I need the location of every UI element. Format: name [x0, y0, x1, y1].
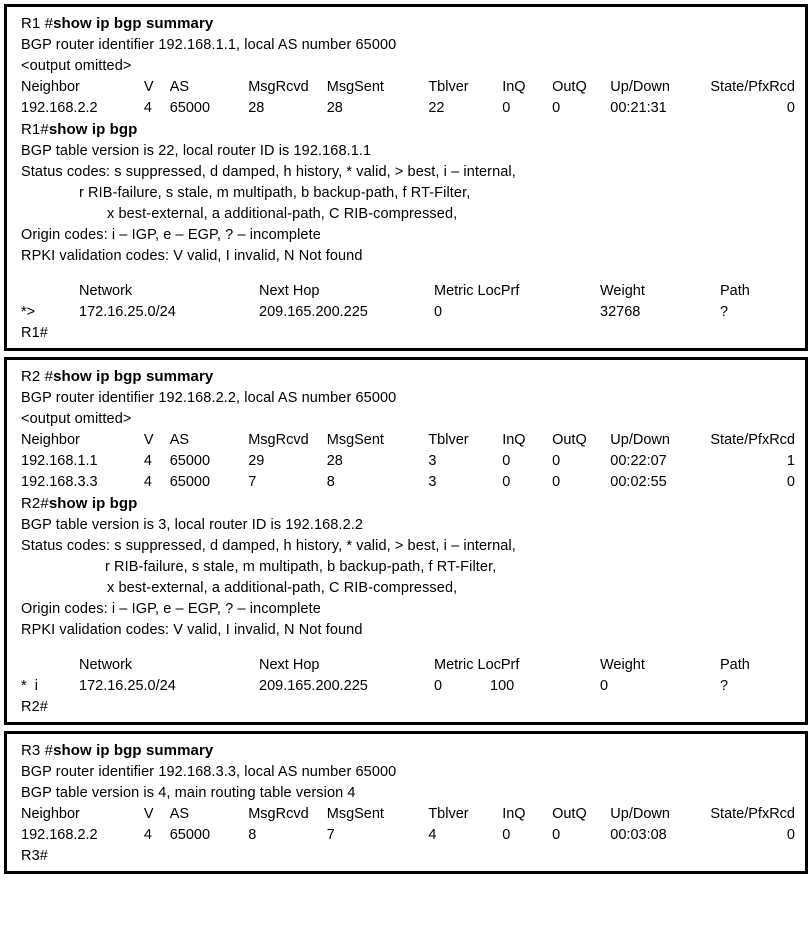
status-codes-cont2-r1: x best-external, a additional-path, C RIB-compressed,	[107, 206, 458, 222]
rpki-codes-r1: RPKI validation codes: V valid, I invalid, N Not found	[21, 248, 363, 264]
prompt-r2: R2 #	[21, 368, 54, 385]
cell-inq: 0	[502, 100, 511, 116]
summary-header-v: V	[143, 79, 154, 95]
cell-neighbor: 192.168.3.3	[21, 474, 98, 490]
spacer	[21, 641, 795, 655]
cell-locprf: 100	[490, 678, 515, 694]
prompt2-r2: R2#	[21, 495, 49, 512]
table-version-r1: BGP table version is 22, local router ID is 192.168.1.1	[21, 143, 372, 159]
bgp-header-path: Path	[720, 283, 750, 299]
cell-outq: 0	[552, 474, 561, 490]
summary-header-msgrcvd: MsgRcvd	[248, 432, 309, 448]
cell-network: 172.16.25.0/24	[79, 304, 176, 320]
prompt-r3: R3 #	[21, 742, 54, 759]
prompt2-r1: R1#	[21, 121, 49, 138]
bgp-header-flag	[21, 655, 79, 676]
summary-header-row-r1	[21, 77, 795, 98]
cell-metric: 0	[434, 304, 443, 320]
cell-msgrcvd: 8	[248, 827, 257, 843]
bgp-table-header-row-r2	[21, 655, 795, 676]
rpki-codes-r2: RPKI validation codes: V valid, I invalid, N Not found	[21, 622, 363, 638]
summary-header-updown: Up/Down	[610, 432, 670, 448]
router-identifier-r2: BGP router identifier 192.168.2.2, local AS number 65000	[21, 390, 397, 406]
cell-updown: 00:03:08	[610, 827, 667, 843]
summary-header-state: State/PfxRcd	[710, 432, 795, 448]
summary-header-row-r3	[21, 804, 795, 825]
cell-weight: 32768	[600, 304, 641, 320]
prompt-line-r3	[21, 740, 795, 762]
command-r3: show ip bgp summary	[53, 742, 214, 759]
cell-nexthop: 209.165.200.225	[259, 678, 368, 694]
command-r2: show ip bgp summary	[53, 368, 214, 385]
summary-header-updown: Up/Down	[610, 79, 670, 95]
spacer	[21, 267, 795, 281]
summary-header-tblver: Tblver	[428, 432, 469, 448]
cell-state: 0	[786, 474, 795, 490]
bgp-header-weight: Weight	[600, 283, 645, 299]
cell-tblver: 22	[428, 100, 445, 116]
table-row	[21, 98, 795, 119]
bgp-table-header-row-r1	[21, 281, 795, 302]
summary-header-inq: InQ	[502, 806, 526, 822]
summary-header-msgsent: MsgSent	[326, 432, 384, 448]
cell-msgrcvd: 7	[248, 474, 257, 490]
summary-header-inq: InQ	[502, 432, 526, 448]
table-version-r3: BGP table version is 4, main routing table version 4	[21, 785, 356, 801]
bgp-header-metric-locprf: Metric LocPrf	[434, 283, 520, 299]
cell-outq: 0	[552, 453, 561, 469]
cell-v: 4	[143, 474, 152, 490]
cell-locprf	[490, 302, 600, 323]
summary-header-state: State/PfxRcd	[710, 806, 795, 822]
cell-msgrcvd: 29	[248, 453, 265, 469]
command-r1: show ip bgp summary	[53, 15, 214, 32]
prompt-r1: R1 #	[21, 15, 54, 32]
cell-path: ?	[720, 678, 729, 694]
status-codes-cont1-r2: r RIB-failure, s stale, m multipath, b backup-path, f RT-Filter,	[105, 559, 497, 575]
bgp-header-metric-locprf: Metric LocPrf	[434, 657, 520, 673]
cell-tblver: 4	[428, 827, 437, 843]
summary-header-neighbor: Neighbor	[21, 806, 80, 822]
cell-network: 172.16.25.0/24	[79, 678, 176, 694]
status-codes-r1: Status codes: s suppressed, d damped, h history, * valid, > best, i – internal,	[21, 164, 516, 180]
cell-outq: 0	[552, 100, 561, 116]
summary-header-v: V	[143, 432, 154, 448]
prompt-line-2-r1	[21, 119, 795, 141]
origin-codes-r2: Origin codes: i – IGP, e – EGP, ? – incomplete	[21, 601, 321, 617]
cell-state: 0	[786, 827, 795, 843]
prompt-line-r2	[21, 366, 795, 388]
cell-path: ?	[720, 304, 729, 320]
end-prompt-r3: R3#	[21, 848, 48, 864]
router-output-panel-r3	[4, 731, 808, 874]
summary-header-msgrcvd: MsgRcvd	[248, 79, 309, 95]
table-row	[21, 472, 795, 493]
cell-msgsent: 28	[326, 453, 343, 469]
prompt-line-r1	[21, 13, 795, 35]
cell-msgrcvd: 28	[248, 100, 265, 116]
cell-neighbor: 192.168.1.1	[21, 453, 98, 469]
status-codes-r2: Status codes: s suppressed, d damped, h history, * valid, > best, i – internal,	[21, 538, 516, 554]
summary-header-outq: OutQ	[552, 432, 587, 448]
table-row	[21, 825, 795, 846]
summary-header-state: State/PfxRcd	[710, 79, 795, 95]
router-identifier-r1: BGP router identifier 192.168.1.1, local AS number 65000	[21, 37, 397, 53]
cell-as: 65000	[169, 100, 211, 116]
cell-neighbor: 192.168.2.2	[21, 100, 98, 116]
cell-msgsent: 7	[326, 827, 335, 843]
cell-nexthop: 209.165.200.225	[259, 304, 368, 320]
cell-as: 65000	[169, 474, 211, 490]
cell-outq: 0	[552, 827, 561, 843]
cell-as: 65000	[169, 827, 211, 843]
status-codes-cont2-r2: x best-external, a additional-path, C RIB-compressed,	[107, 580, 458, 596]
cell-inq: 0	[502, 827, 511, 843]
cell-flag: * i	[21, 678, 38, 694]
cell-updown: 00:02:55	[610, 474, 667, 490]
router-output-panel-r2	[4, 357, 808, 725]
cell-v: 4	[143, 100, 152, 116]
summary-header-tblver: Tblver	[428, 79, 469, 95]
summary-header-msgsent: MsgSent	[326, 79, 384, 95]
command2-r1: show ip bgp	[48, 121, 138, 138]
cell-tblver: 3	[428, 453, 437, 469]
cell-msgsent: 28	[326, 100, 343, 116]
cell-updown: 00:21:31	[610, 100, 667, 116]
cell-state: 1	[786, 453, 795, 469]
summary-header-neighbor: Neighbor	[21, 79, 80, 95]
router-identifier-r3: BGP router identifier 192.168.3.3, local AS number 65000	[21, 764, 397, 780]
summary-header-tblver: Tblver	[428, 806, 469, 822]
cell-weight: 0	[600, 678, 609, 694]
table-row	[21, 302, 795, 323]
cell-tblver: 3	[428, 474, 437, 490]
output-omitted-r1: <output omitted>	[21, 58, 132, 74]
summary-header-outq: OutQ	[552, 806, 587, 822]
table-row	[21, 451, 795, 472]
summary-header-inq: InQ	[502, 79, 526, 95]
output-omitted-r2: <output omitted>	[21, 411, 132, 427]
command2-r2: show ip bgp	[48, 495, 138, 512]
summary-header-updown: Up/Down	[610, 806, 670, 822]
bgp-header-network: Network	[79, 283, 133, 299]
origin-codes-r1: Origin codes: i – IGP, e – EGP, ? – incomplete	[21, 227, 321, 243]
cell-as: 65000	[169, 453, 211, 469]
table-version-r2: BGP table version is 3, local router ID is 192.168.2.2	[21, 517, 364, 533]
bgp-header-nexthop: Next Hop	[259, 283, 320, 299]
cell-v: 4	[143, 827, 152, 843]
cell-metric: 0	[434, 678, 443, 694]
summary-header-as: AS	[169, 79, 190, 95]
bgp-header-flag	[21, 281, 79, 302]
summary-header-as: AS	[169, 806, 190, 822]
cell-msgsent: 8	[326, 474, 335, 490]
cell-flag: *>	[21, 304, 36, 320]
summary-header-row-r2	[21, 430, 795, 451]
bgp-header-nexthop: Next Hop	[259, 657, 320, 673]
cell-inq: 0	[502, 474, 511, 490]
summary-header-msgsent: MsgSent	[326, 806, 384, 822]
table-row	[21, 676, 795, 697]
summary-header-outq: OutQ	[552, 79, 587, 95]
bgp-header-path: Path	[720, 657, 750, 673]
prompt-line-2-r2	[21, 493, 795, 515]
status-codes-cont1-r1: r RIB-failure, s stale, m multipath, b backup-path, f RT-Filter,	[79, 185, 471, 201]
cell-v: 4	[143, 453, 152, 469]
cell-state: 0	[786, 100, 795, 116]
cell-neighbor: 192.168.2.2	[21, 827, 98, 843]
summary-header-v: V	[143, 806, 154, 822]
router-output-panel-r1	[4, 4, 808, 351]
summary-header-msgrcvd: MsgRcvd	[248, 806, 309, 822]
end-prompt-r2: R2#	[21, 699, 48, 715]
cell-inq: 0	[502, 453, 511, 469]
summary-header-as: AS	[169, 432, 190, 448]
cell-updown: 00:22:07	[610, 453, 667, 469]
summary-header-neighbor: Neighbor	[21, 432, 80, 448]
end-prompt-r1: R1#	[21, 325, 48, 341]
bgp-header-weight: Weight	[600, 657, 645, 673]
bgp-header-network: Network	[79, 657, 133, 673]
